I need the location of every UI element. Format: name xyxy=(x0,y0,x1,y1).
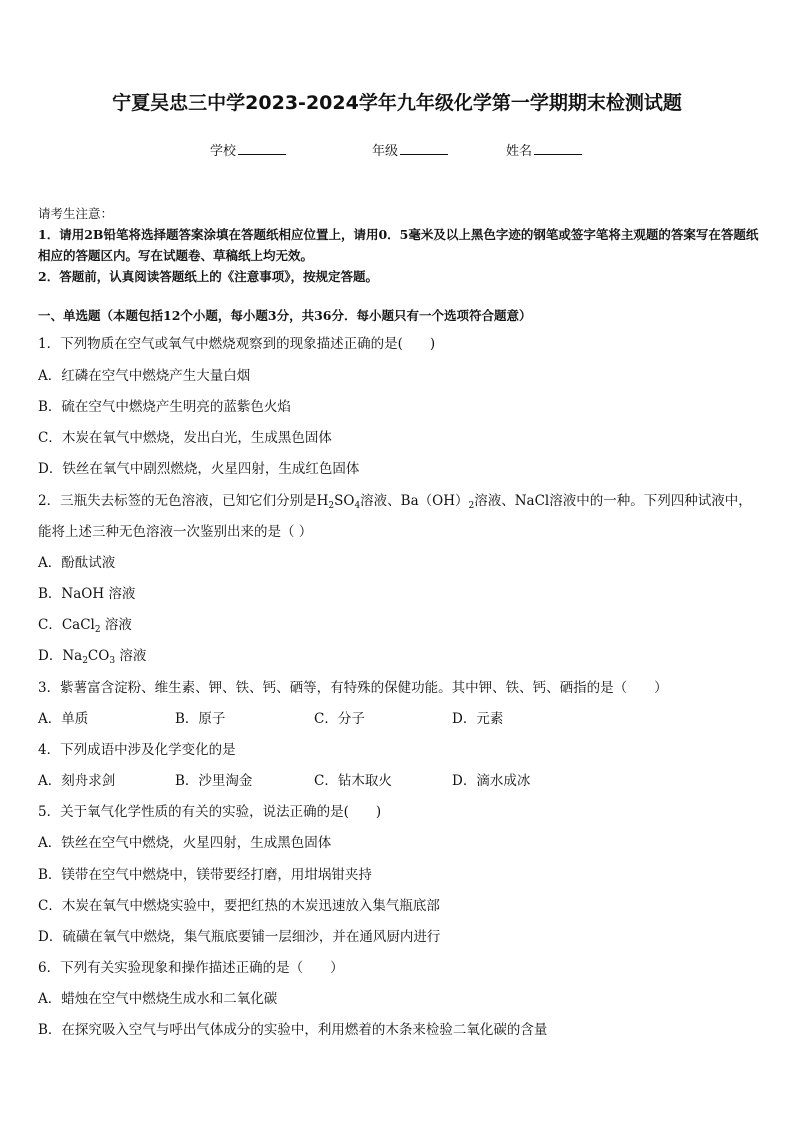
option-text: 溶液 xyxy=(100,617,132,633)
question-4-options xyxy=(38,769,758,789)
page-title: 宁夏吴忠三中学2023-2024学年九年级化学第一学期期末检测试题 xyxy=(112,92,682,114)
option-text: D．Na xyxy=(38,648,83,664)
question-3-option-c: C．分子 xyxy=(314,711,365,727)
question-1-option-a: A．红磷在空气中燃烧产生大量白烟 xyxy=(38,368,251,384)
question-2-option-b: B．NaOH 溶液 xyxy=(38,586,136,602)
subscript: 2 xyxy=(468,501,475,511)
subscript: 2 xyxy=(94,625,101,635)
option-text: 溶液 xyxy=(115,648,147,664)
question-4-option-b: B．沙里淘金 xyxy=(175,773,253,789)
option-text: CO xyxy=(87,648,110,664)
option-text: C．CaCl xyxy=(38,617,95,633)
subscript: 4 xyxy=(354,501,361,511)
school-field[interactable] xyxy=(210,140,286,159)
question-3-option-d: D．元素 xyxy=(452,711,504,727)
question-3-stem: 3．紫薯富含淀粉、维生素、钾、铁、钙、硒等，有特殊的保健功能。其中钾、铁、钙、硒指的是（ ） xyxy=(38,680,668,696)
question-2-stem-part: 溶液、NaCl溶液中的一种。下列四种试液中， xyxy=(474,493,752,509)
school-label: 学校 xyxy=(210,144,237,159)
question-1-option-d: D．铁丝在氧气中剧烈燃烧，火星四射，生成红色固体 xyxy=(38,461,360,477)
question-2-stem-line-2: 能将上述三种无色溶液一次鉴别出来的是（ ） xyxy=(38,524,313,540)
school-blank[interactable] xyxy=(238,142,286,155)
question-6-option-b: B．在探究吸入空气与呼出气体成分的实验中，利用燃着的木条来检验二氧化碳的含量 xyxy=(38,1022,548,1038)
question-6-option-a: A．蜡烛在空气中燃烧生成水和二氧化碳 xyxy=(38,991,278,1007)
question-4-option-c: C．钻木取火 xyxy=(314,773,392,789)
question-2-stem-part: 2．三瓶失去标签的无色溶液，已知它们分别是H xyxy=(38,493,329,509)
question-5-option-b: B．镁带在空气中燃烧中，镁带要经打磨，用坩埚钳夹持 xyxy=(38,867,372,883)
question-1-option-c: C．木炭在氧气中燃烧，发出白光，生成黑色固体 xyxy=(38,430,332,446)
question-1-stem: 1．下列物质在空气或氧气中燃烧观察到的现象描述正确的是( ) xyxy=(38,336,436,352)
notes-heading: 请考生注意： xyxy=(38,206,114,221)
question-1-option-b: B．硫在空气中燃烧产生明亮的蓝紫色火焰 xyxy=(38,399,291,415)
question-3-option-b: B．原子 xyxy=(175,711,226,727)
question-2-stem-part: SO xyxy=(334,493,355,509)
name-blank[interactable] xyxy=(534,142,582,155)
question-2-option-d xyxy=(38,644,146,666)
question-5-option-c: C．木炭在氧气中燃烧实验中，要把红热的木炭迅速放入集气瓶底部 xyxy=(38,898,440,914)
question-4-option-d: D．滴水成冰 xyxy=(452,773,531,789)
question-2-stem-part: 溶液、Ba（OH） xyxy=(360,493,469,509)
notes-item-2: 2．答题前，认真阅读答题纸上的《注意事项》，按规定答题。 xyxy=(38,269,378,284)
question-2-stem xyxy=(38,489,752,511)
section-heading: 一、单选题（本题包括12个小题，每小题3分，共36分．每小题只有一个选项符合题意） xyxy=(38,308,532,323)
question-3-options xyxy=(38,707,758,727)
question-3-option-a: A．单质 xyxy=(38,711,89,727)
question-5-option-a: A．铁丝在空气中燃烧，火星四射，生成黑色固体 xyxy=(38,835,332,851)
grade-field[interactable] xyxy=(372,140,448,159)
question-4-stem: 4．下列成语中涉及化学变化的是 xyxy=(38,742,236,758)
question-6-stem: 6．下列有关实验现象和操作描述正确的是（ ） xyxy=(38,960,344,976)
exam-notes xyxy=(38,203,760,287)
question-2-option-a: A．酚酞试液 xyxy=(38,555,116,571)
name-label: 姓名 xyxy=(506,144,533,159)
name-field[interactable] xyxy=(506,140,582,159)
question-4-option-a: A．刻舟求剑 xyxy=(38,773,116,789)
question-5-stem: 5．关于氧气化学性质的有关的实验，说法正确的是( ) xyxy=(38,804,382,820)
subscript: 2 xyxy=(82,656,88,666)
subscript: 2 xyxy=(328,501,335,511)
grade-label: 年级 xyxy=(372,144,399,159)
notes-item-1: 1．请用2B铅笔将选择题答案涂填在答题纸相应位置上，请用0．5毫米及以上黑色字迹的钢笔或签字笔将主观题的答案写在答题纸相应的答题区内。写在试题卷、草稿纸上均无效。 xyxy=(38,227,759,263)
grade-blank[interactable] xyxy=(400,142,448,155)
subscript: 3 xyxy=(109,656,116,666)
question-2-option-c xyxy=(38,613,132,635)
question-5-option-d: D．硫磺在氧气中燃烧，集气瓶底要铺一层细沙，并在通风厨内进行 xyxy=(38,929,441,945)
